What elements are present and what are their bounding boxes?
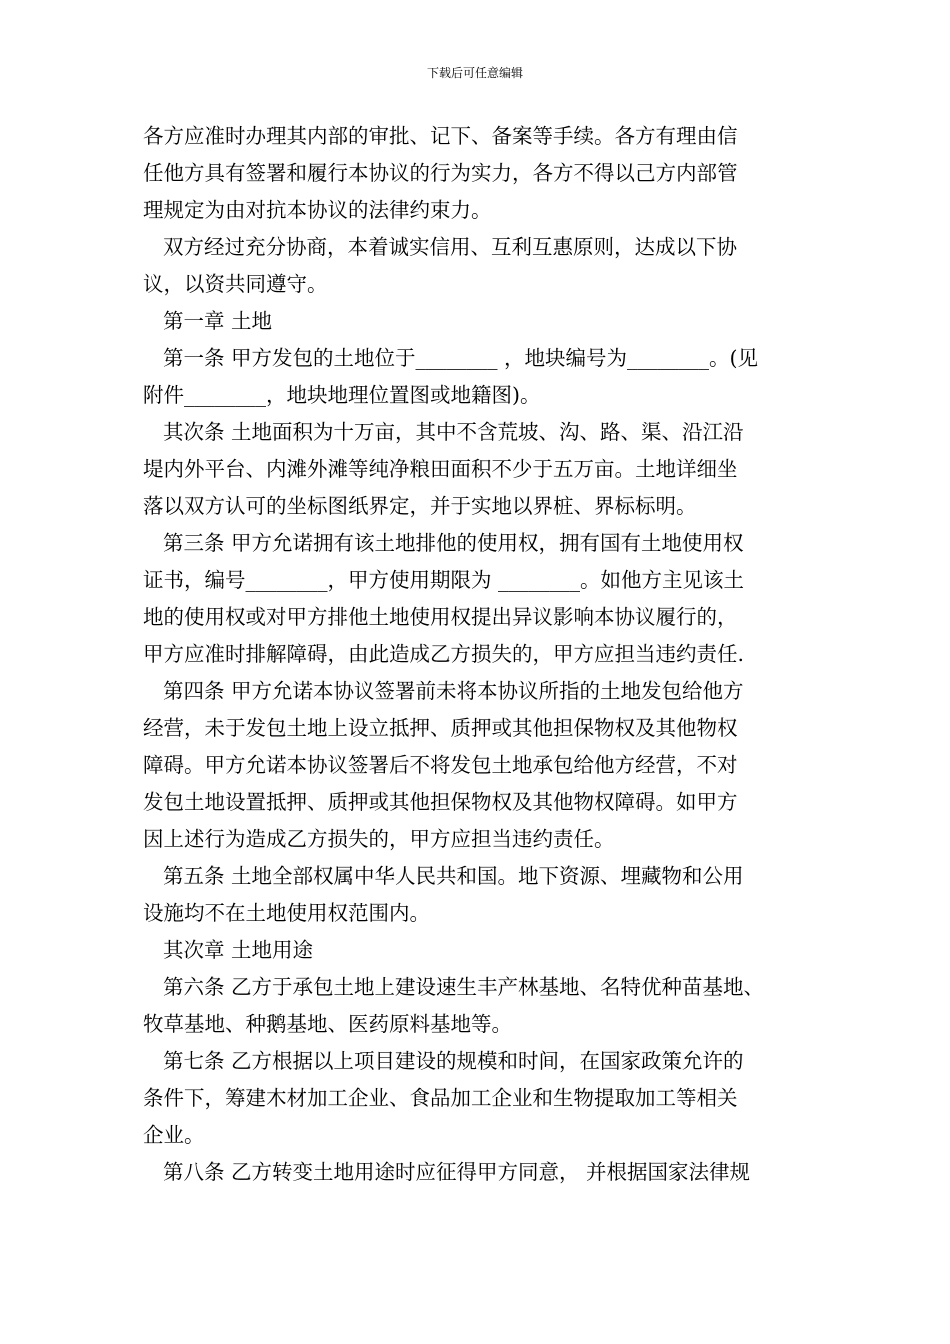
text-line: 第一条 甲方发包的土地位于________ ，地块编号为________。(见 xyxy=(163,346,759,370)
text-line: 障碍。甲方允诺本协议签署后不将发包土地承包给他方经营，不对 xyxy=(143,753,738,777)
text-line: 企业。 xyxy=(143,1123,205,1147)
text-line: 牧草基地、种鹅基地、医药原料基地等。 xyxy=(143,1012,512,1036)
text-line: 条件下，筹建木材加工企业、食品加工企业和生物提取加工等相关 xyxy=(143,1086,738,1110)
text-line: 第三条 甲方允诺拥有该土地排他的使用权，拥有国有土地使用权 xyxy=(163,531,744,555)
text-line: 其次条 土地面积为十万亩，其中不含荒坡、沟、路、渠、沿江沿 xyxy=(163,420,744,444)
text-line: 第六条 乙方于承包土地上建设速生丰产林基地、名特优种苗基地、 xyxy=(163,975,765,999)
text-line: 附件________，地块地理位置图或地籍图)。 xyxy=(143,383,541,407)
text-line: 各方应准时办理其内部的审批、记下、备案等手续。各方有理由信 xyxy=(143,124,738,148)
text-line: 议，以资共同遵守。 xyxy=(143,272,328,296)
text-line: 第七条 乙方根据以上项目建设的规模和时间，在国家政策允许的 xyxy=(163,1049,744,1073)
text-line: 双方经过充分协商，本着诚实信用、互利互惠原则，达成以下协 xyxy=(163,235,737,259)
text-line: 落以双方认可的坐标图纸界定，并于实地以界桩、界标标明。 xyxy=(143,494,697,518)
text-line: 理规定为由对抗本协议的法律约束力。 xyxy=(143,198,492,222)
text-line: 第五条 土地全部权属中华人民共和国。地下资源、埋藏物和公用 xyxy=(163,864,744,888)
text-line: 第八条 乙方转变土地用途时应征得甲方同意， 并根据国家法律规 xyxy=(163,1160,751,1184)
text-line: 其次章 土地用途 xyxy=(163,938,314,962)
text-line: 证书，编号________，甲方使用期限为 ________。如他方主见该土 xyxy=(143,568,745,592)
page-header: 下载后可任意编辑 xyxy=(426,66,523,80)
text-line: 任他方具有签署和履行本协议的行为实力，各方不得以己方内部管 xyxy=(143,161,738,185)
document-body xyxy=(143,118,813,1191)
text-line: 第四条 甲方允诺本协议签署前未将本协议所指的土地发包给他方 xyxy=(163,679,744,703)
text-line: 甲方应准时排解障碍，由此造成乙方损失的，甲方应担当违约责任. xyxy=(143,642,745,666)
text-line: 发包土地设置抵押、质押或其他担保物权及其他物权障碍。如甲方 xyxy=(143,790,738,814)
text-line: 因上述行为造成乙方损失的，甲方应担当违约责任。 xyxy=(143,827,615,851)
text-line: 地的使用权或对甲方排他土地使用权提出异议影响本协议履行的， xyxy=(143,605,738,629)
text-line: 设施均不在土地使用权范围内。 xyxy=(143,901,430,925)
text-line: 堤内外平台、内滩外滩等纯净粮田面积不少于五万亩。土地详细坐 xyxy=(143,457,738,481)
text-line: 经营，未于发包土地上设立抵押、质押或其他担保物权及其他物权 xyxy=(143,716,738,740)
text-line: 第一章 土地 xyxy=(163,309,273,333)
